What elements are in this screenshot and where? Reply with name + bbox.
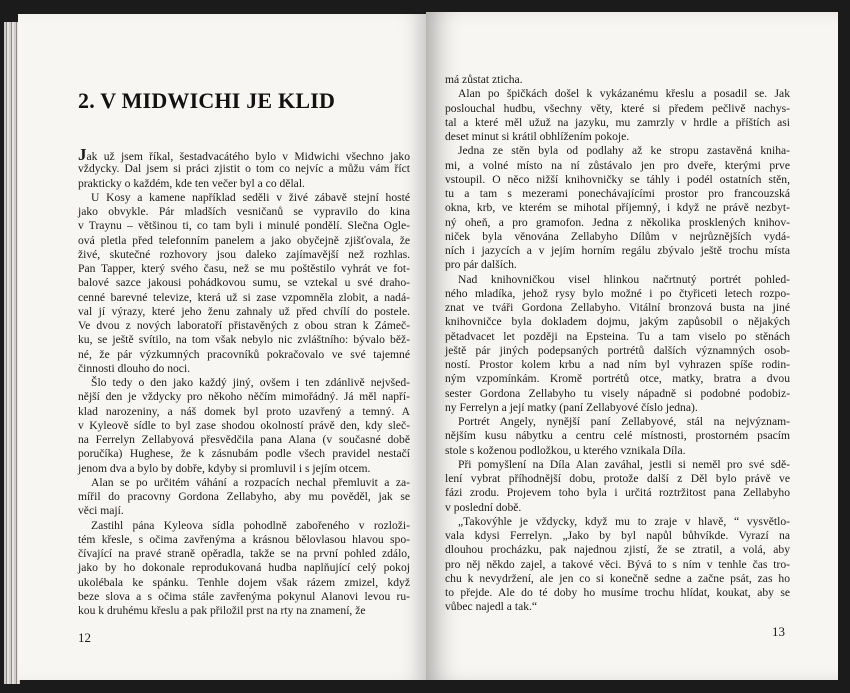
- left-page: [18, 14, 426, 680]
- text-line: knihovničce byla dokladem dojmu, jakým zapůsobil o nějakých: [445, 315, 790, 329]
- text-line: Šlo tedy o den jako každý jiný, ovšem i ten zdánlivě nejvšed-: [91, 376, 410, 389]
- text-line: v poslední době.: [445, 500, 522, 514]
- text-line: v Kyleově sídle to byl zase shodou okolností právě den, kdy sleč-: [78, 418, 410, 432]
- text-line: ku, se ještě svítilo, na tom však nebylo nic zvláštního: bývalo běž-: [78, 333, 410, 347]
- text-line: „Takovýhle je vždycky, když mu to zraje v hlavě, “ vysvětlo-: [458, 514, 790, 528]
- text-line: ny Ferrelyn a její matky (paní Zellabyové číslo jedna).: [445, 400, 698, 414]
- text-line: beze slova a s očima stále zavřenýma pokynul Alanovi levou ru-: [78, 589, 410, 603]
- text-line: poručíka) Hughese, že k zásnubám podle všech pravidel nestačí: [78, 447, 410, 461]
- text-line: čívající na pravé straně opěradla, takže se na první pohled zdálo,: [78, 547, 410, 560]
- text-line: cenné barevné televize, která už si zase vzpomněla zlobit, a nadá-: [78, 290, 410, 304]
- text-line: věci mají.: [78, 504, 124, 518]
- paragraph: [445, 515, 790, 615]
- text-line: U Kosy a kamene například seděli v živé zábavě stejní hosté: [91, 190, 410, 204]
- text-line: poslouchal hudbu, všechny věty, které si předem pečlivě nachys-: [445, 101, 790, 115]
- text-line: deset minut si krátil obhlížením pokoje.: [445, 130, 630, 143]
- text-line: Zastihl pána Kyleova sídla pohodlně zabořeného v rozloži-: [91, 518, 410, 532]
- paragraph: [445, 73, 790, 87]
- text-line: ným vzpomínkám. Kromě portrétů otce, matky, bratra a dvou: [445, 372, 790, 386]
- paragraph: [445, 87, 790, 144]
- paragraph: [78, 476, 410, 519]
- text-line: chu k nevydržení, ale jen co si konečně sedne a začne psát, zas ho: [445, 571, 790, 585]
- text-line: niček byla věnována Zellabyho Dílům v nejrůznějších vydá-: [445, 229, 790, 243]
- text-line: lení vybrat příhodnější dobu, protože další z Děl bylo právě ve: [445, 472, 790, 485]
- text-line: stole s koženou podložkou, u kterého vznikala Díla.: [445, 443, 686, 457]
- text-line: jenom dva a bylo by dobře, kdyby si promluvil i s jejím otcem.: [78, 461, 371, 475]
- page-number-right: 13: [772, 624, 785, 639]
- text-line: dlouhou procházku, pak najednou zjistí, že se ztratil, a volá, aby: [445, 543, 790, 557]
- page-number-left: 12: [78, 630, 91, 645]
- text-line: vstoupil. O něco nižší knihovničky se táhly i podél ostatních stěn,: [445, 172, 790, 186]
- text-line: fázi zrodu. Projevem toho byla i určitá roztržitost pana Zellabyho: [445, 486, 790, 500]
- text-line: vůbec najedl a tak.“: [445, 600, 538, 614]
- text-line: okna, krb, ve kterém se mihotal příjemný, i když ne právě nezbyt-: [445, 201, 790, 215]
- paragraph: [445, 273, 790, 416]
- text-line: sester Gordona Zellabyho tu visely nápadně si podobné podobiz-: [445, 386, 790, 400]
- text-line: na Ferrelyn Zellabyová přesvědčila pana Alana (v současné době: [78, 433, 410, 446]
- text-line: v Traynu – většinou ti, co tam byli i minulé pondělí. Slečna Ogle-: [78, 219, 410, 233]
- text-line: tal a které měl užuž na jazyku, mu zamrzly v hrdle a příštích asi: [445, 115, 790, 129]
- text-line: to přejde. Ale do té doby ho musíme trochu hlídat, koukat, aby se: [445, 586, 790, 599]
- text-line: pro něj někdo zajel, a takové věci. Bývá to s ním v tenhle čas tro-: [445, 557, 790, 571]
- text-line: kou k druhému křeslu a pak přiložil prst na rty na znamení, že: [78, 604, 366, 617]
- text-line: ová pletla před telefonním panelem a jako obyčejně zjišťovala, že: [78, 233, 410, 247]
- right-page: [426, 12, 838, 680]
- text-line: klad narozeniny, a náš domek byl proto uzavřený a temný. A: [78, 404, 410, 418]
- text-line: mi, a volné místo na ní zůstávalo jen pro dveře, kterými prve: [445, 158, 790, 172]
- text-line: Jedna ze stěn byla od podlahy až ke stropu zastavěná kniha-: [458, 144, 790, 158]
- chapter-title: 2. V MIDWICHI JE KLID: [78, 88, 336, 113]
- text-line: vždycky. Dal jsem si práci zjistit o tom co nejvíc a můžu vám říct: [78, 162, 410, 176]
- text-line: mířil do pracovny Gordona Zellabyho, aby mu pověděl, jak se: [78, 490, 410, 503]
- paragraph: [445, 458, 790, 515]
- text-line: prakticky o každém, kde ten večer byl a co dělal.: [78, 176, 305, 190]
- text-line: tém křesle, s očima zavřenýma a krásnou bělovlasou hlavou spo-: [78, 532, 410, 546]
- text-line: ukolébala ke spánku. Tenhle dojem však rázem zmizel, když: [78, 575, 410, 589]
- right-page-text: [445, 73, 790, 615]
- text-line: jako by ho dokonale reprodukovaná hudba naplňující celý pokoj: [78, 561, 410, 575]
- text-line: Nad knihovničkou visel hlinkou načrtnutý portrét pohled-: [458, 272, 790, 286]
- text-line: pětadvacet let později na Epsteina. Tu a tam viselo po stěnách: [445, 329, 790, 343]
- text-line: balové sazce jakousi pohádkovou sumu, se vztekal u své draho-: [78, 276, 410, 290]
- text-line: nější den je vždycky pro někoho něčím mimořádný. Já měl napří-: [78, 390, 410, 404]
- text-line: val jí výrazy, které jeho ženu zahnaly už před chvílí do postele.: [78, 304, 410, 318]
- paragraph: [445, 144, 790, 272]
- text-line: tu a tam s mezerami ponechávajícími prostor pro francouzská: [445, 187, 790, 200]
- text-line: nějším kusu nábytku a centru celé místnosti, prostorném psacím: [445, 429, 790, 443]
- text-line: Alan se po určitém váhání a rozpacích nechal přemluvit a za-: [91, 475, 410, 489]
- text-line: ještě pár jiných podepsaných portrétů dalších významných osob-: [445, 343, 790, 357]
- text-line: činnosti dlouho do noci.: [78, 361, 191, 375]
- paragraph: [78, 376, 410, 476]
- paragraph: [78, 145, 410, 191]
- text-line: Portrét Angely, nynější paní Zellabyové, stál na nejvýznam-: [458, 415, 790, 428]
- text-line: jako obvykle. Pár mladších vesničanů se vypravilo do kina: [78, 205, 410, 218]
- text-line: Pan Tapper, který svého času, než se mu poštěstilo vyhrát ve fot-: [78, 262, 410, 275]
- paragraph: [78, 191, 410, 376]
- text-line: živé, skutečné rozhovory jsou daleko zajímavější než rozhlas.: [78, 247, 410, 261]
- text-line: ný oheň, a pro gramofon. Jedna z několika prosklených knihov-: [445, 215, 790, 229]
- text-line: pro pár dalších.: [445, 258, 517, 272]
- text-line: vala kdysi Ferrelyn. „Jako by byl napůl bůhvíkde. Vyrazí na: [445, 529, 790, 542]
- text-line: né, že pár výzkumných pracovníků pokračovalo ve své tajemné: [78, 347, 410, 361]
- text-line: ností. Prostor kolem krbu a nad ním byl vyhrazen spíše rodin-: [445, 358, 790, 371]
- text-line: znat ve tváři Gordona Zellabyho. Vitální bronzová busta na jiné: [445, 301, 790, 314]
- text-line: Ve dvou z nových laboratoří přistavěných z obou stran k Zámeč-: [78, 319, 410, 332]
- text-line: Alan po špičkách došel k vykázanému křeslu a posadil se. Jak: [458, 87, 790, 101]
- text-line: má zůstat zticha.: [445, 73, 523, 86]
- left-page-text: [78, 145, 410, 618]
- paragraph: [445, 415, 790, 458]
- text-line: ních i jazycích a v jejím horním regálu zbývalo ještě trochu místa: [445, 244, 790, 257]
- text-line: Při pomyšlení na Díla Alan zaváhal, jestli si neměl pro své sdě-: [458, 457, 790, 471]
- text-line: Jak už jsem říkal, šestadvacátého bylo v Midwichi všechno jako: [78, 145, 410, 164]
- paragraph: [78, 519, 410, 619]
- text-line: ného mladíka, jehož rysy bylo možné i po čtyřiceti letech rozpo-: [445, 286, 790, 300]
